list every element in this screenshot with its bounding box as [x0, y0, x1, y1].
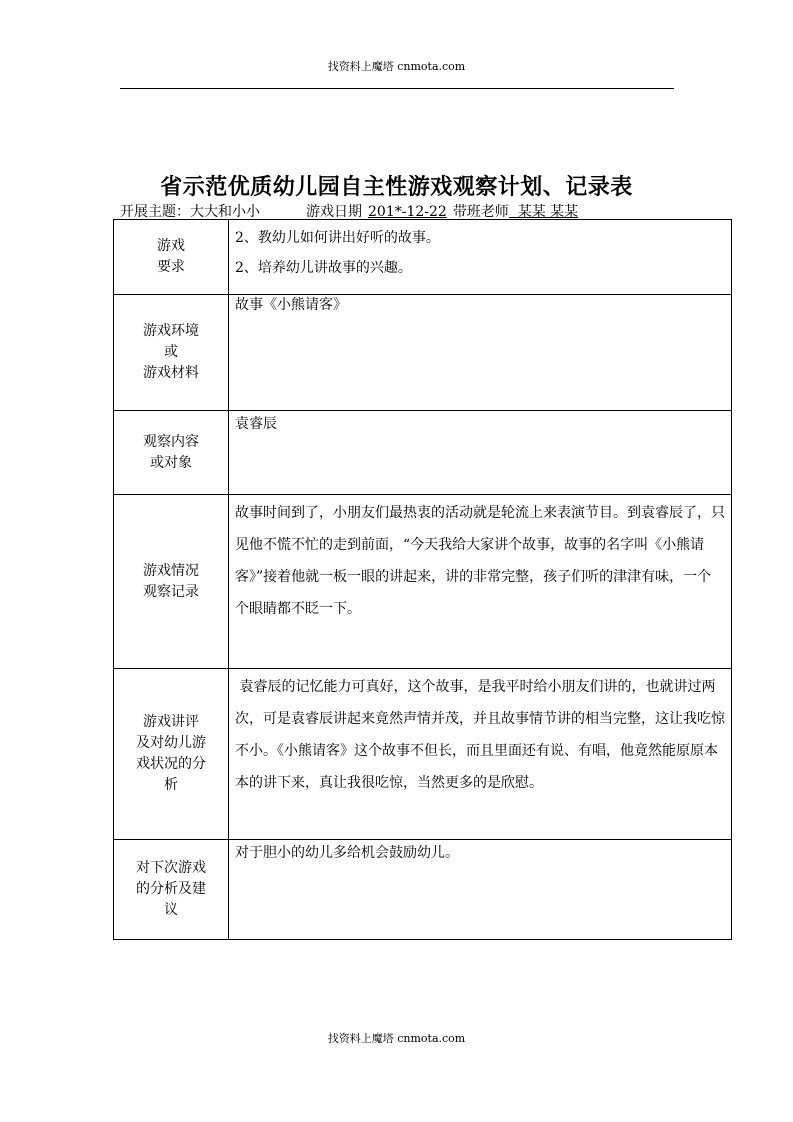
teacher-value: 某某 某某: [508, 204, 579, 220]
teacher-label: 带班老师: [452, 204, 509, 220]
meta-line: [120, 201, 578, 221]
table-row: [114, 220, 732, 295]
table-row: [114, 411, 732, 495]
row-content: 对于胆小的幼儿多给机会鼓励幼儿。: [229, 840, 732, 940]
document-title: 省示范优质幼儿园自主性游戏观察计划、记录表: [160, 174, 633, 200]
table-row: [114, 295, 732, 411]
row-label: 游戏情况 观察记录: [114, 495, 229, 669]
row-label: 观察内容 或对象: [114, 411, 229, 495]
row-label: 对下次游戏 的分析及建 议: [114, 840, 229, 940]
table-row: [114, 495, 732, 669]
row-content: 故事《小熊请客》: [229, 295, 732, 411]
row-label: 游戏讲评 及对幼儿游 戏状况的分 析: [114, 669, 229, 840]
row-label: 游戏 要求: [114, 220, 229, 295]
theme-value: 大大和小小: [190, 204, 260, 220]
row-label: 游戏环境 或 游戏材料: [114, 295, 229, 411]
table-row: [114, 840, 732, 940]
table-row: [114, 669, 732, 840]
row-content: 2、教幼儿如何讲出好听的故事。 2、培养幼儿讲故事的兴趣。: [229, 220, 732, 295]
theme-label: 开展主题：: [120, 204, 190, 220]
date-label: 游戏日期: [306, 204, 362, 220]
page-footer: 找资料上魔塔 cnmota.com: [327, 1032, 466, 1045]
row-content: 袁睿辰: [229, 411, 732, 495]
row-content: 袁睿辰的记忆能力可真好，这个故事，是我平时给小朋友们讲的，也就讲过两次，可是袁睿辰讲起来竟然声情并茂，并且故事情节讲的相当完整，这让我吃惊不小。《小熊请客》这个故事不但长，而且里面还有说、有唱，他竟然能原原本本的讲下来，真让我很吃惊，当然更多的是欣慰。: [229, 669, 732, 840]
date-value: 201*-12-22: [368, 204, 447, 220]
header-divider: [120, 88, 674, 89]
row-content: 故事时间到了，小朋友们最热衷的活动就是轮流上来表演节目。到袁睿辰了，只见他不慌不忙的走到前面，“今天我给大家讲个故事，故事的名字叫《小熊请客》”接着他就一板一眼的讲起来，讲的非常完整，孩子们听的津津有味，一个个眼睛都不眨一下。: [229, 495, 732, 669]
page-header: 找资料上魔塔 cnmota.com: [327, 60, 466, 73]
observation-table: [113, 219, 732, 940]
